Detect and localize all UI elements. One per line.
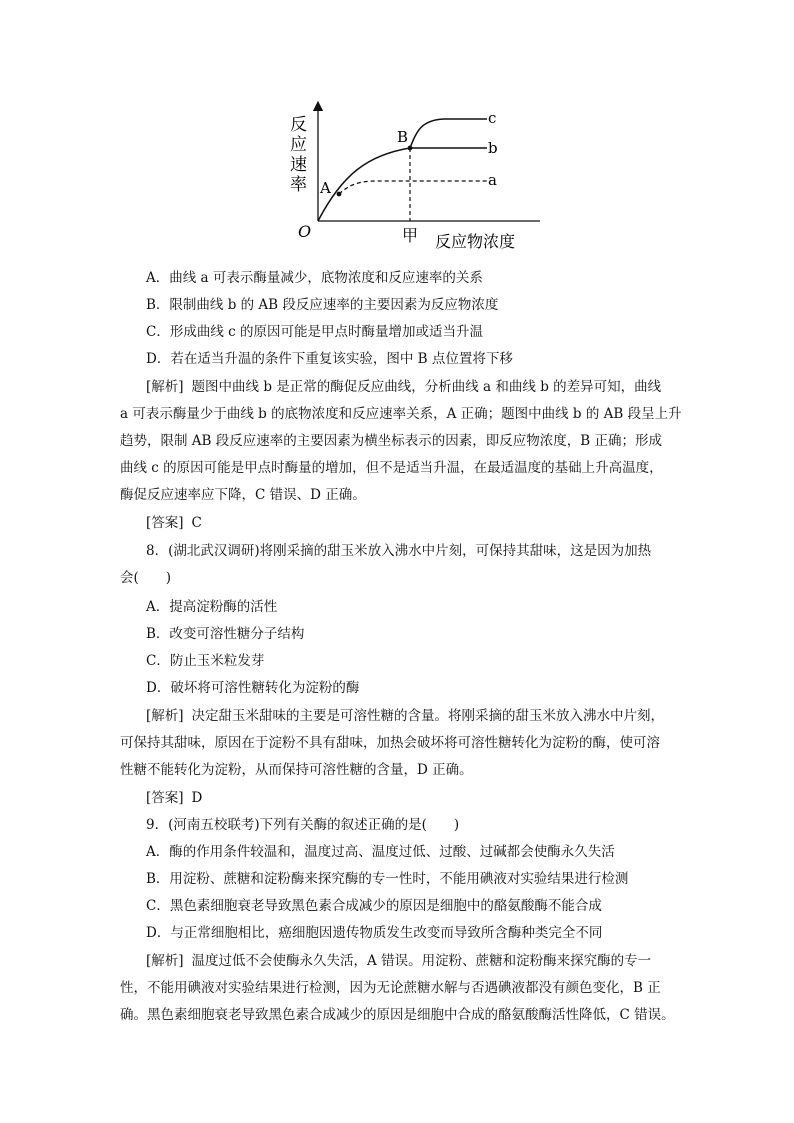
y-axis-label-2: 应: [290, 135, 307, 155]
q7-option-c: C．形成曲线 c 的原因可能是甲点时酶量增加或适当升温: [146, 324, 483, 340]
q7-analysis-line-2: a 可表示酶量少于曲线 b 的底物浓度和反应速率关系，A 正确；题图中曲线 b 的 AB 段呈上升: [120, 406, 682, 422]
q8-analysis-text-1: 决定甜玉米甜味的主要是可溶性糖的含量。将刚采摘的甜玉米放入沸水中片刻，: [191, 708, 665, 724]
q9-option-a: A．酶的作用条件较温和，温度过高、温度过低、过酸、过碱都会使酶永久失活: [146, 844, 615, 860]
q7-answer: [0, 513, 794, 533]
q9-analysis-text-1: 温度过低不会使酶永久失活，A 错误。用淀粉、蔗糖和淀粉酶来探究酶的专一: [191, 953, 652, 969]
q9-analysis-line-3: 确。黑色素细胞衰老导致黑色素合成减少的原因是细胞中合成的酪氨酸酶活性降低，C 错误。: [120, 1007, 675, 1023]
q7-answer-tag: [答案]: [146, 515, 184, 531]
q9-analysis-line-2: 性，不能用碘液对实验结果进行检测，因为无论蔗糖水解与否遇碘液都没有颜色变化，B 正: [120, 980, 661, 996]
q8-analysis-line-2: 可保持其甜味，原因在于淀粉不具有甜味，加热会破坏将可溶性糖转化为淀粉的酶，使可溶: [120, 735, 660, 751]
point-b-label: B: [397, 128, 409, 146]
q7-analysis-line-3: 趋势，限制 AB 段反应速率的主要因素为横坐标表示的因素，即反应物浓度，B 正确；形成: [120, 433, 662, 449]
curve-b-label: b: [488, 139, 498, 157]
q8-answer-value: D: [191, 790, 203, 806]
q7-analysis-tag: [解析]: [146, 379, 184, 395]
q9-analysis-line-1: [0, 951, 794, 971]
point-b-dot: [408, 146, 413, 151]
y-axis-label-4: 率: [290, 175, 307, 195]
q8-stem-line-2: 会( ): [120, 570, 172, 586]
q8-stem-line-1: 8．(湖北武汉调研)将刚采摘的甜玉米放入沸水中片刻，可保持其甜味，这是因为加热: [146, 543, 652, 559]
point-a-dot: [337, 192, 342, 197]
curve-a: [339, 181, 487, 194]
y-axis-label-1: 反: [290, 115, 307, 135]
q9-option-c: C．黑色素细胞衰老导致黑色素合成减少的原因是细胞中的酪氨酸酶不能合成: [146, 898, 602, 914]
q8-analysis-line-1: [0, 706, 794, 726]
x-mark-jia: 甲: [402, 226, 419, 245]
q8-option-a: A．提高淀粉酶的活性: [146, 599, 278, 615]
q7-answer-value: C: [191, 515, 202, 531]
q9-option-b: B．用淀粉、蔗糖和淀粉酶来探究酶的专一性时，不能用碘液对实验结果进行检测: [146, 871, 629, 887]
q8-answer-tag: [答案]: [146, 790, 184, 806]
q9-option-d: D．与正常细胞相比，癌细胞因遗传物质发生改变而导致所含酶种类完全不同: [146, 925, 603, 941]
q7-option-a: A．曲线 a 可表示酶量减少，底物浓度和反应速率的关系: [146, 270, 483, 286]
reaction-rate-graph: [282, 100, 542, 260]
q7-option-d: D．若在适当升温的条件下重复该实验，图中 B 点位置将下移: [146, 351, 513, 367]
q7-analysis-line-5: 酶促反应速率应下降，C 错误、D 正确。: [120, 487, 366, 503]
q8-option-c: C．防止玉米粒发芽: [146, 653, 265, 669]
curve-c: [410, 119, 487, 148]
q8-analysis-line-3: 性糖不能转化为淀粉，从而保持可溶性糖的含量，D 正确。: [120, 762, 473, 778]
q7-analysis-line-4: 曲线 c 的原因可能是甲点时酶量的增加，但不是适当升温，在最适温度的基础上升高温度，: [120, 460, 663, 476]
q9-analysis-tag: [解析]: [146, 953, 184, 969]
q8-option-d: D．破坏将可溶性糖转化为淀粉的酶: [146, 680, 360, 696]
curve-b: [318, 148, 487, 221]
q9-stem: 9．(河南五校联考)下列有关酶的叙述正确的是( ): [146, 817, 460, 833]
origin-label: O: [298, 222, 312, 241]
q7-analysis-text-1: 题图中曲线 b 是正常的酶促反应曲线，分析曲线 a 和曲线 b 的差异可知，曲线: [191, 379, 662, 395]
y-axis-label-3: 速: [290, 155, 307, 175]
q7-analysis-line-1: [0, 377, 794, 397]
q8-answer: [0, 788, 794, 808]
q7-option-b: B．限制曲线 b 的 AB 段反应速率的主要因素为反应物浓度: [146, 297, 499, 313]
x-axis-label: 反应物浓度: [435, 232, 516, 251]
q8-option-b: B．改变可溶性糖分子结构: [146, 626, 305, 642]
point-a-label: A: [320, 179, 331, 197]
curve-a-label: a: [488, 171, 497, 189]
q8-analysis-tag: [解析]: [146, 708, 184, 724]
curve-c-label: c: [488, 109, 497, 127]
